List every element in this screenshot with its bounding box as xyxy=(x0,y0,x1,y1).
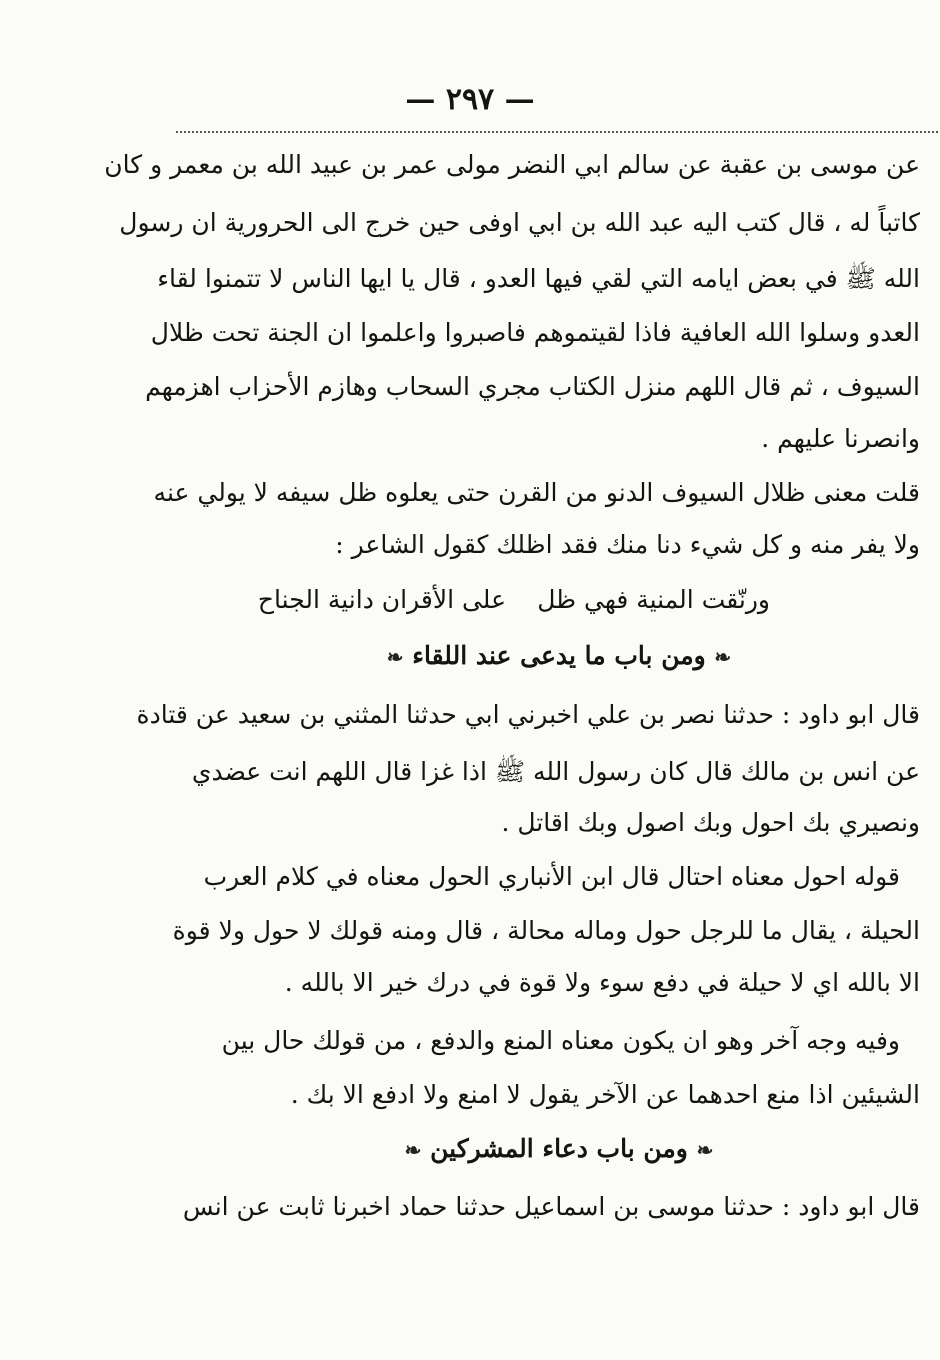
ornament-icon: ❧ xyxy=(696,1138,714,1162)
text-line: قال ابو داود : حدثنا موسى بن اسماعيل حدثنا حماد اخبرنا ثابت عن انس xyxy=(182,1192,920,1221)
text-line: الشيئين اذا منع احدهما عن الآخر يقول لا امنع ولا ادفع الا بك . xyxy=(290,1080,920,1109)
text-line: قلت معنى ظلال السيوف الدنو من القرن حتى يعلوه ظل سيفه لا يولي عنه xyxy=(153,478,920,507)
ornament-icon: ❧ xyxy=(386,645,404,669)
ornament-icon: ❧ xyxy=(404,1138,422,1162)
verse-second-hemistich: على الأقران دانية الجناح xyxy=(257,585,506,614)
text-line: ولا يفر منه و كل شيء دنا منك فقد اظلك كقول الشاعر : xyxy=(335,530,920,559)
verse-first-hemistich: ورنّقت المنية فهي ظل xyxy=(537,585,770,614)
section-heading xyxy=(198,641,920,670)
text-line: عن موسى بن عقبة عن سالم ابي النضر مولى عمر بن عبيد الله بن معمر و كان xyxy=(104,150,920,179)
text-line: وانصرنا عليهم . xyxy=(761,424,920,453)
section-heading-text: ومن باب دعاء المشركين xyxy=(430,1134,688,1163)
text-line: العدو وسلوا الله العافية فاذا لقيتموهم فاصبروا واعلموا ان الجنة تحت ظلال xyxy=(150,318,920,347)
text-line: قال ابو داود : حدثنا نصر بن علي اخبرني ابي حدثنا المثني بن سعيد عن قتادة xyxy=(136,700,920,729)
text-line: ونصيري بك احول وبك اصول وبك اقاتل . xyxy=(501,808,920,837)
text-line: وفيه وجه آخر وهو ان يكون معناه المنع والدفع ، من قولك حال بين xyxy=(221,1026,900,1055)
text-line: الحيلة ، يقال ما للرجل حول وماله محالة ، قال ومنه قولك لا حول ولا قوة xyxy=(172,916,920,945)
page-number: — ٢٩٧ — xyxy=(405,82,535,117)
section-heading-text: ومن باب ما يدعى عند اللقاء xyxy=(412,641,706,670)
ornament-icon: ❧ xyxy=(714,645,732,669)
text-line: قوله احول معناه احتال قال ابن الأنباري الحول معناه في كلام العرب xyxy=(203,862,900,891)
text-line: كاتباً له ، قال كتب اليه عبد الله بن ابي اوفى حين خرج الى الحرورية ان رسول xyxy=(119,208,920,237)
text-line: عن انس بن مالك قال كان رسول الله ﷺ اذا غزا قال اللهم انت عضدي xyxy=(191,757,920,786)
section-heading xyxy=(198,1134,920,1163)
header-rule xyxy=(176,131,940,133)
text-line: الا بالله اي لا حيلة في دفع سوء ولا قوة في درك خير الا بالله . xyxy=(284,968,920,997)
text-line: السيوف ، ثم قال اللهم منزل الكتاب مجري السحاب وهازم الأحزاب اهزمهم xyxy=(145,372,920,401)
text-line: الله ﷺ في بعض ايامه التي لقي فيها العدو ، قال يا ايها الناس لا تتمنوا لقاء xyxy=(157,264,920,293)
